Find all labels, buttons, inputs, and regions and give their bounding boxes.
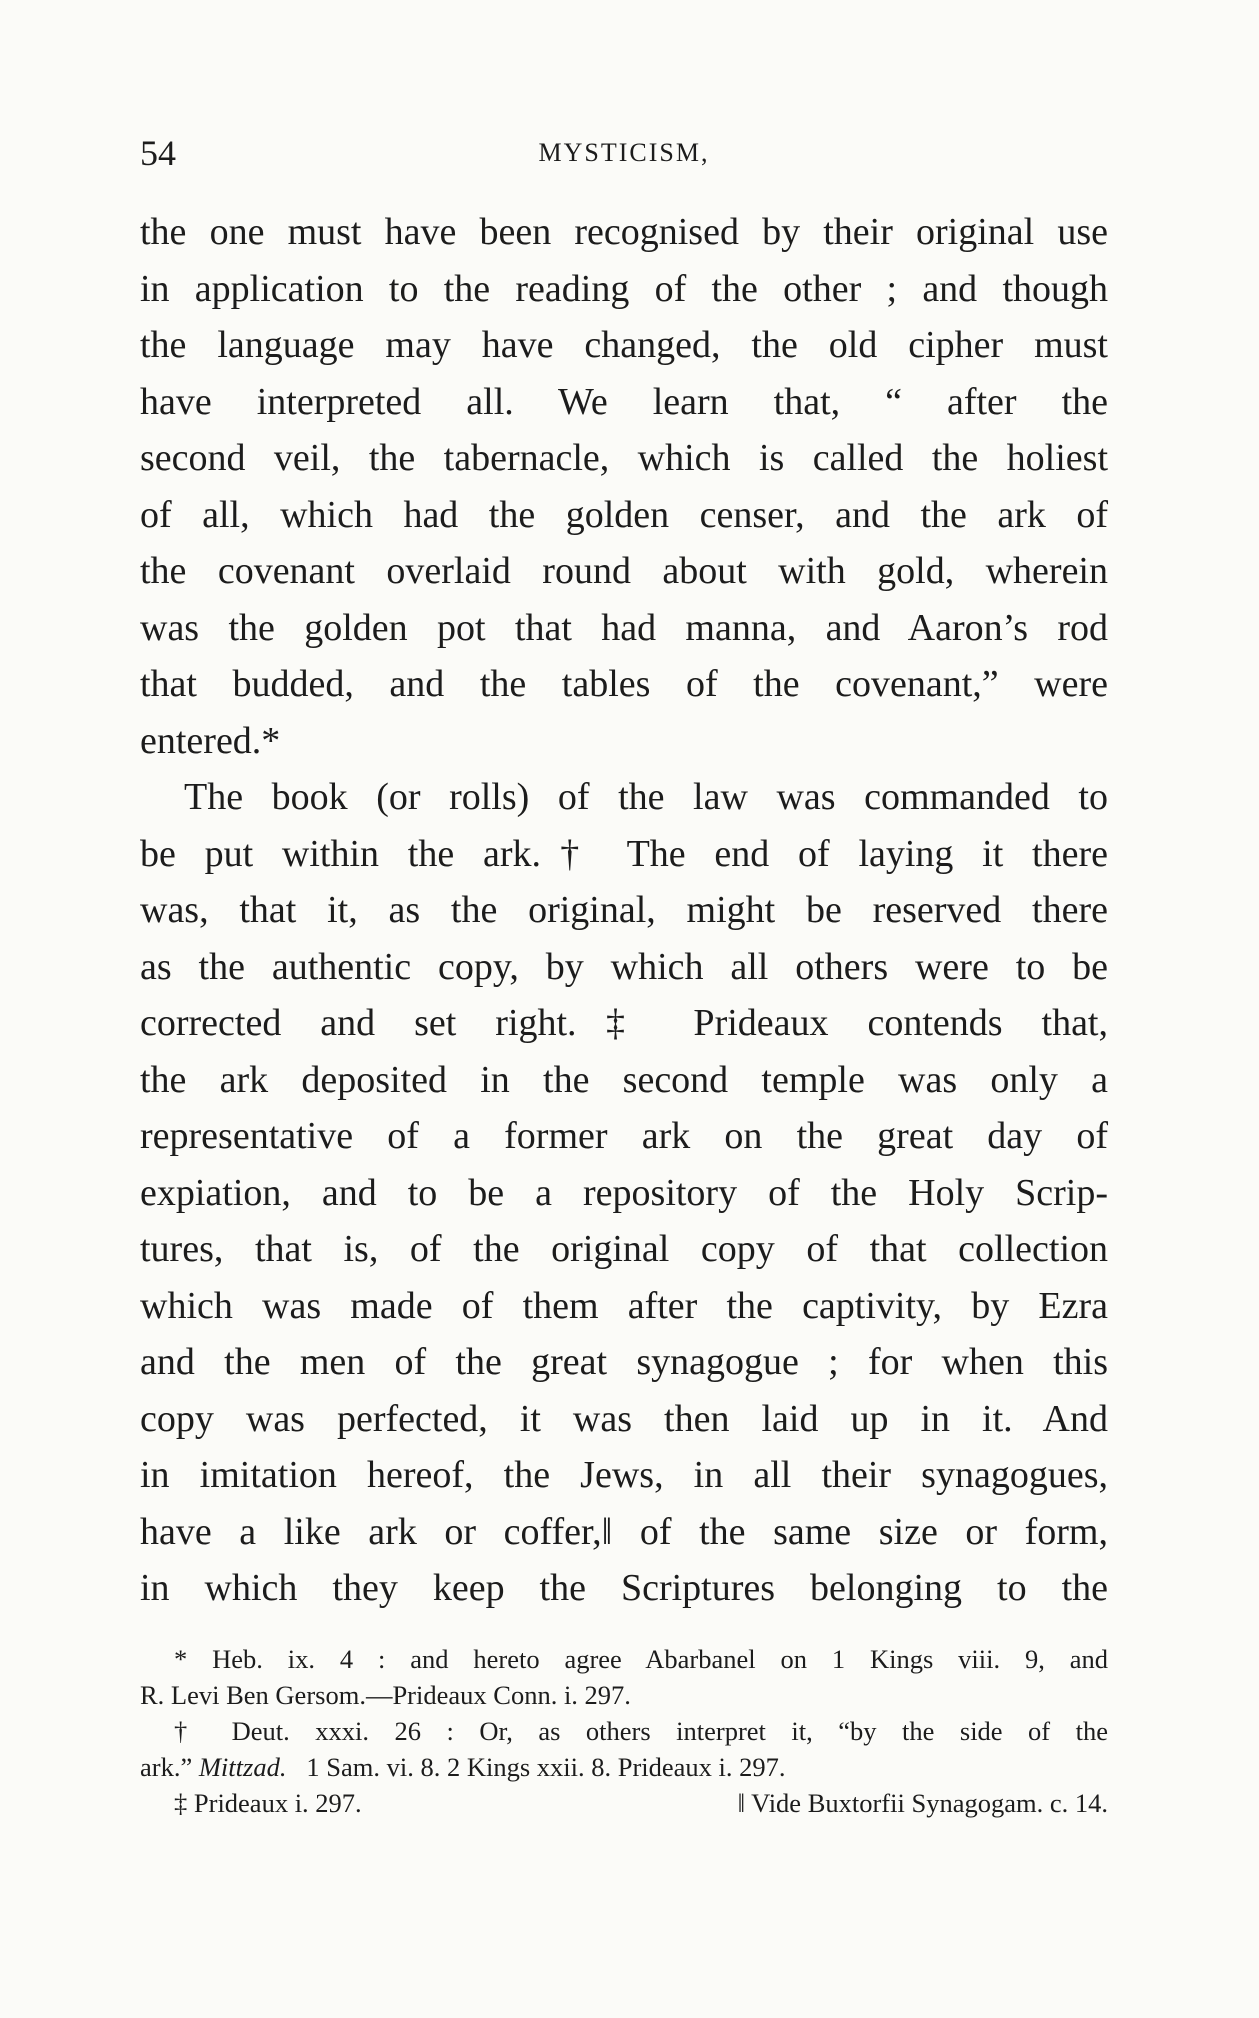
text-line: corrected and set right.‡ Prideaux contends that, [140, 1002, 1108, 1044]
footnote-line [140, 1749, 1108, 1785]
text-line: in imitation hereof, the Jews, in all their synagogues, [140, 1454, 1108, 1496]
page-content [140, 130, 1108, 1821]
text-line: The book (or rolls) of the law was commanded to [184, 776, 1108, 818]
text-line: have a like ark or coffer,‖ of the same size or form, [140, 1510, 1108, 1553]
text-line: was the golden pot that had manna, and Aaron’s rod [140, 606, 1108, 649]
text-line: second veil, the tabernacle, which is called the holiest [140, 437, 1108, 479]
text-line: that budded, and the tables of the covenant,” were [140, 663, 1108, 705]
running-head [140, 130, 1108, 190]
text-line: in application to the reading of the other ; and though [140, 267, 1108, 310]
text-line: be put within the ark.† The end of laying it there [140, 832, 1108, 875]
text-line: the covenant overlaid round about with gold, wherein [140, 550, 1108, 592]
text-line: was, that it, as the original, might be reserved there [140, 889, 1108, 931]
body-text [140, 204, 1108, 1617]
text-line: which was made of them after the captivity, by Ezra [140, 1284, 1108, 1327]
running-title: MYSTICISM, [538, 138, 710, 167]
footnote-parallel: ‖ Vide Buxtorfii Synagogam. c. 14. [737, 1787, 1108, 1818]
text-line: the language may have changed, the old cipher must [140, 324, 1108, 366]
page-number: 54 [140, 133, 176, 173]
footnote-line: * Heb. ix. 4 : and hereto agree Abarbanel on 1 Kings viii. 9, and [174, 1643, 1108, 1674]
text-line: in which they keep the Scriptures belonging to the [140, 1567, 1108, 1609]
footnote-fragment: 1 Sam. vi. 8. 2 Kings xxii. 8. Prideaux i. 297. [306, 1751, 786, 1782]
footnote-double-dagger: ‡ Prideaux i. 297. [174, 1787, 362, 1818]
footnote-italic-term: Mittzad. [198, 1751, 287, 1782]
footnote-line: † Deut. xxxi. 26 : Or, as others interpret it, “by the side of the [174, 1715, 1108, 1746]
text-line: the ark deposited in the second temple was only a [140, 1058, 1108, 1101]
text-line: copy was perfected, it was then laid up in it. And [140, 1397, 1108, 1440]
footnotes [140, 1641, 1108, 1821]
text-line: expiation, and to be a repository of the Holy Scrip- [140, 1171, 1108, 1214]
footnote-fragment: ark.” [140, 1751, 193, 1782]
text-line: have interpreted all. We learn that, “ after the [140, 380, 1108, 423]
text-line: the one must have been recognised by their original use [140, 211, 1108, 253]
text-line: tures, that is, of the original copy of that collection [140, 1228, 1108, 1270]
footnote-line [140, 1785, 1108, 1821]
text-line: as the authentic copy, by which all others were to be [140, 945, 1108, 988]
text-line: entered.* [140, 719, 281, 762]
text-line: of all, which had the golden censer, and the ark of [140, 493, 1108, 536]
text-line: representative of a former ark on the great day of [140, 1115, 1108, 1157]
footnote-line: R. Levi Ben Gersom.—Prideaux Conn. i. 297. [140, 1679, 631, 1710]
text-line: and the men of the great synagogue ; for when this [140, 1341, 1108, 1383]
